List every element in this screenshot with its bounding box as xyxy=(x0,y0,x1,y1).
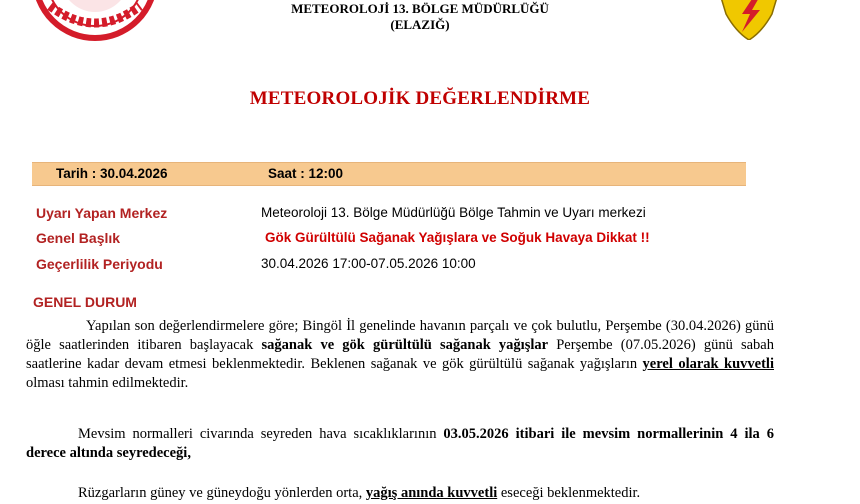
report-time: Saat : 12:00 xyxy=(268,166,344,181)
document-title: METEOROLOJİK DEĞERLENDİRME xyxy=(249,88,591,109)
subject-value: Gök Gürültülü Sağanak Yağışlara ve Soğuk Havaya Dikkat !! xyxy=(265,230,650,245)
emphasis-text: sağanak ve gök gürültülü sağanak yağışlar xyxy=(261,337,549,353)
report-date: Tarih : 30.04.2026 xyxy=(56,166,168,181)
organization-city: (ELAZIĞ) xyxy=(390,17,450,32)
emphasis-text: 03.05.2026 itibari ile mevsim normallerinin 4 ila 6 derece altında seyredeceği, xyxy=(26,426,774,461)
validity-label: Geçerlilik Periyodu xyxy=(36,256,163,272)
lightning-emblem-icon xyxy=(712,0,786,40)
paragraph-text: Rüzgarların güney ve güneydoğu yönlerden orta, xyxy=(78,485,366,501)
meteorology-seal-icon xyxy=(20,0,170,42)
date-time-bar xyxy=(32,162,746,186)
wind-paragraph xyxy=(26,484,774,503)
issuer-value: Meteoroloji 13. Bölge Müdürlüğü Bölge Tahmin ve Uyarı merkezi xyxy=(261,205,646,220)
paragraph-text: Mevsim normalleri civarında seyreden hava sıcaklıklarının xyxy=(78,426,444,442)
issuer-label: Uyarı Yapan Merkez xyxy=(36,205,168,221)
underlined-emphasis-text: yerel olarak kuvvetli xyxy=(642,356,774,372)
underlined-emphasis-text: yağış anında kuvvetli xyxy=(365,485,498,501)
section-title: GENEL DURUM xyxy=(33,294,137,310)
paragraph-text: olması tahmin edilmektedir. xyxy=(26,375,189,391)
subject-label: Genel Başlık xyxy=(36,230,121,246)
paragraph-text: eseceği beklenmektedir. xyxy=(497,485,641,501)
temperature-paragraph xyxy=(26,425,774,463)
organization-name: METEOROLOJİ 13. BÖLGE MÜDÜRLÜĞÜ xyxy=(291,1,549,16)
general-situation-paragraph xyxy=(26,317,774,393)
paragraph-text: Yapılan son değerlendirmelere göre; Bingöl İl genelinde havanın parçalı ve çok bulutlu, Perşembe (30.04.2026) günü öğle saatlerinden itibaren başlayacak xyxy=(26,318,774,353)
validity-value: 30.04.2026 17:00-07.05.2026 10:00 xyxy=(261,256,476,271)
paragraph-text: Perşembe (07.05.2026) günü sabah saatlerine kadar devam etmesi beklenmektedir. Beklenen sağanak ve gök gürültülü sağanak yağışların xyxy=(26,337,774,372)
